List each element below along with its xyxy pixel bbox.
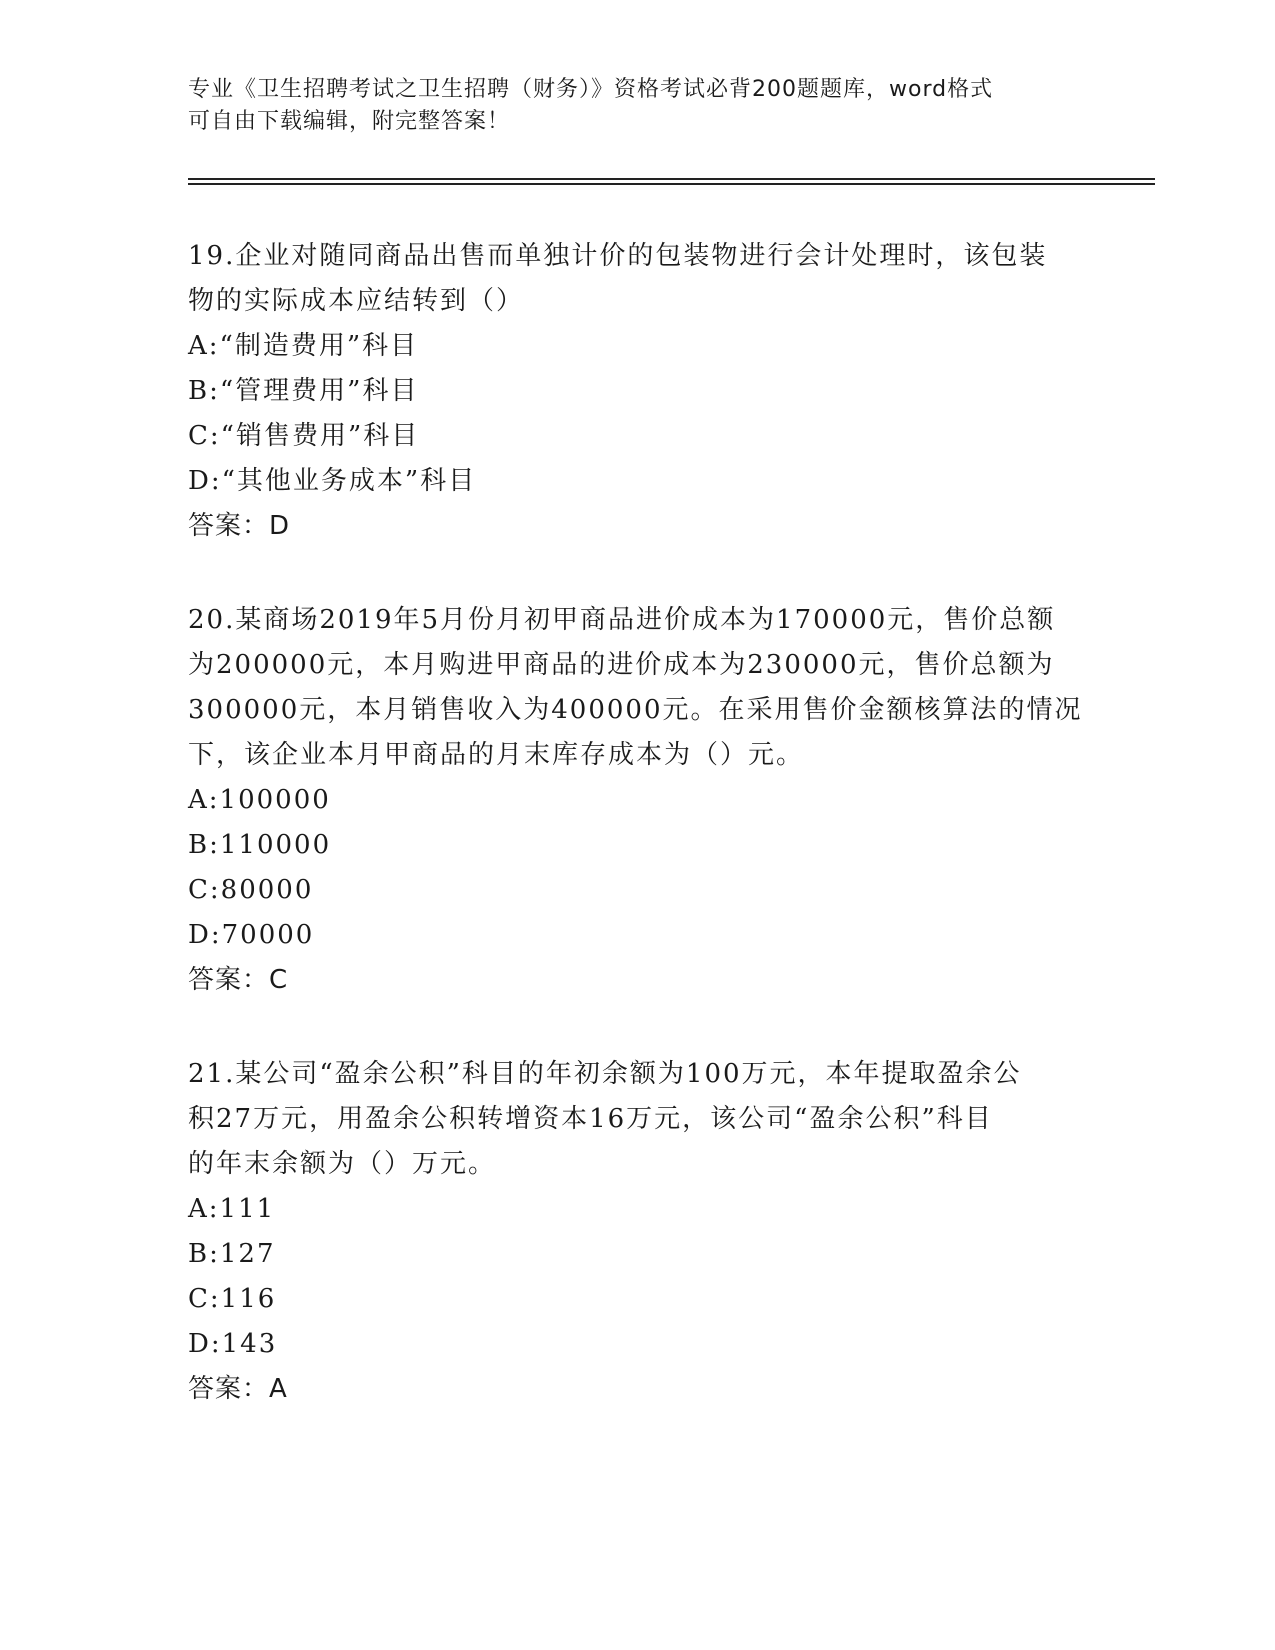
question-line: 下，该企业本月甲商品的月末库存成本为（）元。 bbox=[188, 740, 805, 770]
answer-label: 答案：C bbox=[188, 965, 289, 995]
question-text bbox=[188, 1052, 1088, 1187]
option-a: A:111 bbox=[188, 1194, 276, 1224]
answer-label: 答案：A bbox=[188, 1374, 288, 1404]
option-c: C:“销售费用”科目 bbox=[188, 421, 420, 451]
question-19 bbox=[188, 234, 1088, 549]
header-line-1: 专业《卫生招聘考试之卫生招聘（财务）》资格考试必背200题题库，word格式 bbox=[188, 77, 994, 102]
option-c: C:80000 bbox=[188, 875, 314, 905]
question-line: 300000元，本月销售收入为400000元。在采用售价金额核算法的情况 bbox=[188, 695, 1083, 725]
option-a: A:“制造费用”科目 bbox=[188, 331, 419, 361]
question-line: 积27万元，用盈余公积转增资本16万元，该公司“盈余公积”科目 bbox=[188, 1104, 993, 1134]
header-divider-bottom bbox=[188, 183, 1155, 185]
header-line-2: 可自由下载编辑，附完整答案！ bbox=[188, 109, 511, 134]
question-text bbox=[188, 234, 1088, 324]
document-header bbox=[188, 74, 1088, 138]
header-divider-top bbox=[188, 178, 1155, 180]
answer-label: 答案：D bbox=[188, 511, 291, 541]
question-line: 21.某公司“盈余公积”科目的年初余额为100万元，本年提取盈余公 bbox=[188, 1059, 1022, 1089]
option-b: B:“管理费用”科目 bbox=[188, 376, 419, 406]
option-b: B:110000 bbox=[188, 830, 332, 860]
option-a: A:100000 bbox=[188, 785, 331, 815]
question-20 bbox=[188, 598, 1088, 1003]
option-b: B:127 bbox=[188, 1239, 276, 1269]
option-d: D:“其他业务成本”科目 bbox=[188, 466, 477, 496]
question-text bbox=[188, 598, 1088, 778]
option-d: D:70000 bbox=[188, 920, 315, 950]
question-line: 的年末余额为（）万元。 bbox=[188, 1149, 497, 1179]
question-line: 20.某商场2019年5月份月初甲商品进价成本为170000元，售价总额 bbox=[188, 605, 1056, 635]
option-c: C:116 bbox=[188, 1284, 277, 1314]
question-line: 为200000元，本月购进甲商品的进价成本为230000元，售价总额为 bbox=[188, 650, 1055, 680]
option-d: D:143 bbox=[188, 1329, 278, 1359]
question-line: 19.企业对随同商品出售而单独计价的包装物进行会计处理时，该包装 bbox=[188, 241, 1048, 271]
question-21 bbox=[188, 1052, 1088, 1412]
question-line: 物的实际成本应结转到（） bbox=[188, 286, 525, 316]
